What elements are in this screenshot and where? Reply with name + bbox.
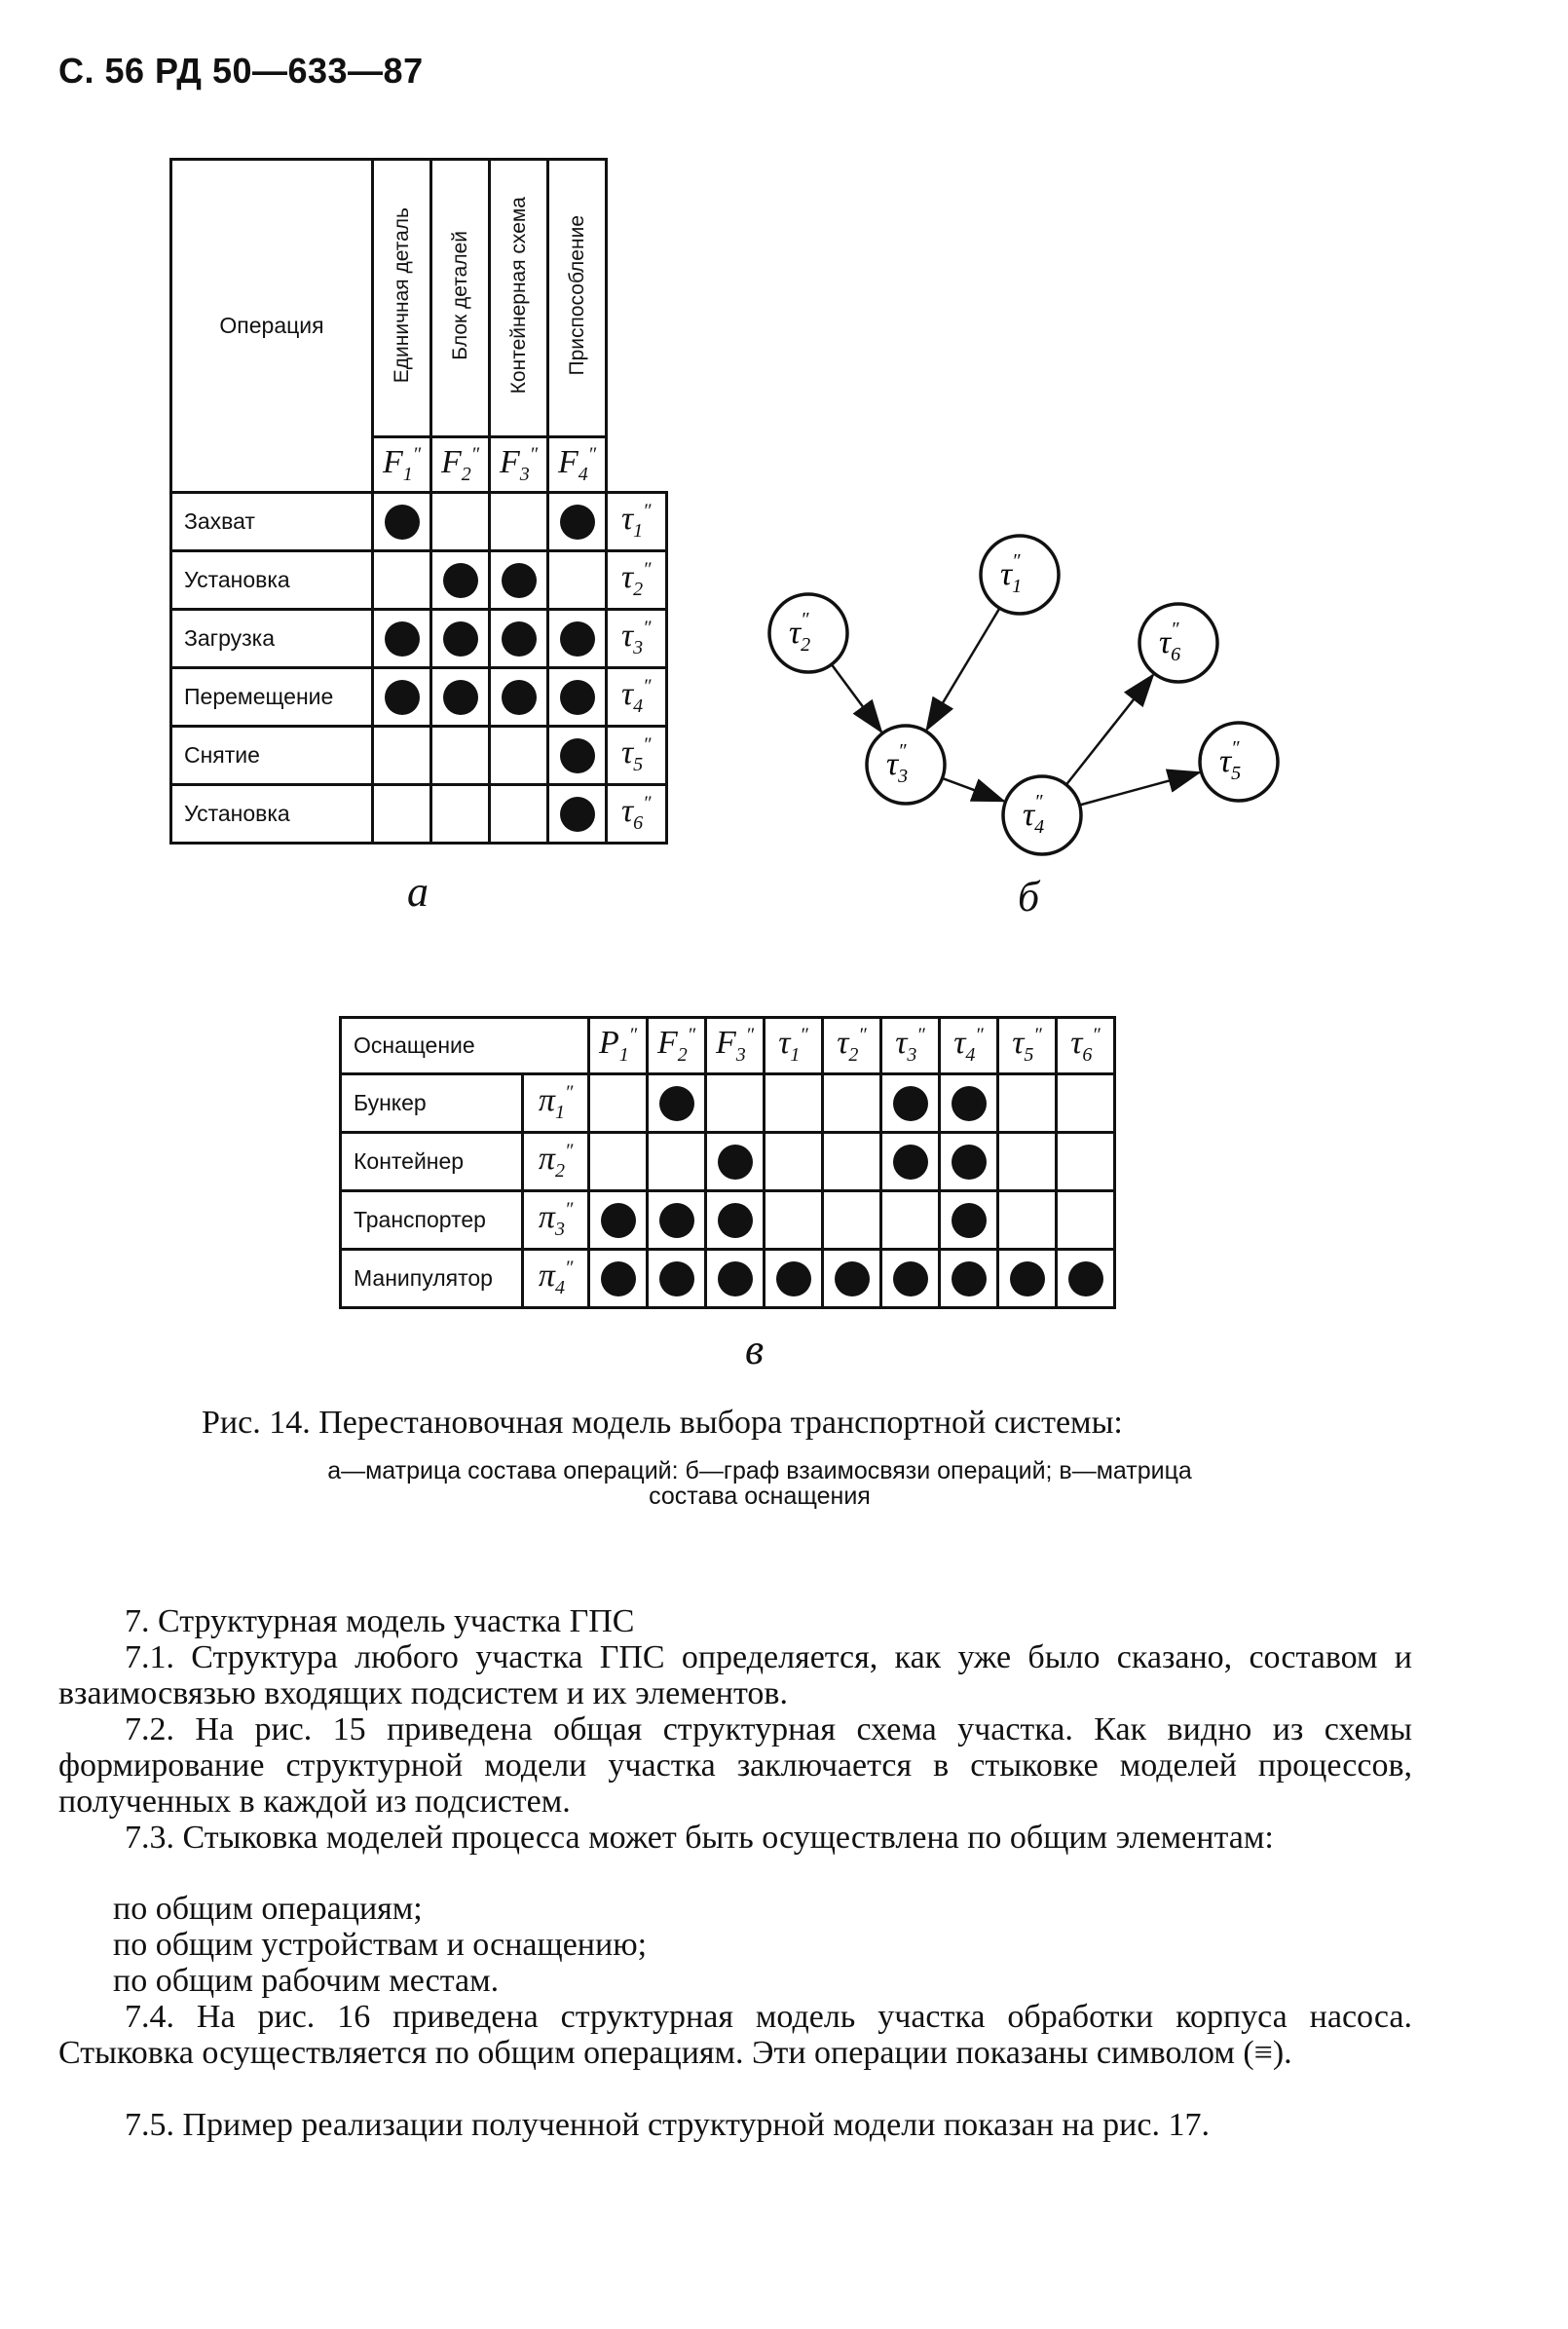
filled-dot xyxy=(952,1261,987,1296)
matrix-cell xyxy=(373,668,431,727)
row-symbol: $\tau_4''$ xyxy=(607,668,667,727)
matrix-c-row xyxy=(341,1250,1115,1308)
list-item-3: по общим рабочим местам. xyxy=(113,1963,500,1999)
filled-dot xyxy=(718,1261,753,1296)
matrix-c-col-header: $\tau_2''$ xyxy=(823,1018,881,1074)
filled-dot xyxy=(1068,1261,1103,1296)
filled-dot xyxy=(893,1145,928,1180)
matrix-cell xyxy=(765,1250,823,1308)
matrix-a-symbol: $F_4''$ xyxy=(548,437,607,493)
matrix-a-row xyxy=(171,727,667,785)
row-label: Снятие xyxy=(171,727,373,785)
matrix-a-row xyxy=(171,551,667,610)
matrix-cell xyxy=(490,668,548,727)
matrix-cell xyxy=(490,727,548,785)
graph-node xyxy=(769,594,847,672)
caption-c: в xyxy=(745,1326,765,1373)
column-label: Приспособление xyxy=(565,215,588,376)
section-heading: 7. Структурная модель участка ГПС xyxy=(125,1603,635,1639)
matrix-cell xyxy=(373,493,431,551)
matrix-cell xyxy=(823,1191,881,1250)
paragraph-7-2: 7.2. На рис. 15 приведена общая структурная схема участка. Как видно из схемы формирование структурной модели участка заключается в стыковке моделей процессов, полученных в каждой из подсистем. xyxy=(58,1711,1412,1820)
figure-subtitle-line1: а—матрица состава операций: б—граф взаимосвязи операций; в—матрица xyxy=(327,1457,1192,1484)
graph-node-label: $\tau_6''$ xyxy=(1159,619,1181,665)
page-header: С. 56 РД 50—633—87 xyxy=(58,51,424,91)
row-label: Транспортер xyxy=(341,1191,523,1250)
matrix-cell xyxy=(548,493,607,551)
matrix-cell xyxy=(940,1074,998,1133)
filled-dot xyxy=(952,1086,987,1121)
matrix-cell xyxy=(589,1250,648,1308)
filled-dot xyxy=(502,621,537,657)
matrix-cell xyxy=(940,1133,998,1191)
matrix-cell xyxy=(490,551,548,610)
matrix-cell xyxy=(490,785,548,844)
graph-node-label: $\tau_1''$ xyxy=(1000,550,1023,597)
matrix-cell xyxy=(589,1191,648,1250)
paragraph-7-1: 7.1. Структура любого участка ГПС определяется, как уже было сказано, составом и взаимосвязью входящих подсистем и их элементов. xyxy=(58,1639,1412,1711)
list-item-2: по общим устройствам и оснащению; xyxy=(113,1927,648,1963)
matrix-cell xyxy=(373,610,431,668)
filled-dot xyxy=(443,563,478,598)
graph-edge xyxy=(1080,772,1200,805)
matrix-a-row xyxy=(171,785,667,844)
matrix-cell xyxy=(1057,1074,1115,1133)
matrix-a-symbol: $F_3''$ xyxy=(490,437,548,493)
matrix-a-row xyxy=(171,610,667,668)
matrix-c-corner-label: Оснащение xyxy=(354,1033,475,1058)
caption-b: б xyxy=(1018,873,1040,920)
matrix-cell xyxy=(823,1133,881,1191)
filled-dot xyxy=(385,505,420,540)
matrix-cell xyxy=(648,1191,706,1250)
matrix-cell xyxy=(765,1074,823,1133)
filled-dot xyxy=(385,680,420,715)
matrix-cell xyxy=(881,1074,940,1133)
graph-node-label: $\tau_2''$ xyxy=(789,609,811,656)
matrix-cell xyxy=(1057,1250,1115,1308)
filled-dot xyxy=(560,505,595,540)
equipment-matrix xyxy=(339,1016,1116,1309)
filled-dot xyxy=(718,1203,753,1238)
caption-a: а xyxy=(407,868,429,916)
filled-dot xyxy=(560,680,595,715)
row-symbol: $\pi_1''$ xyxy=(523,1074,589,1133)
filled-dot xyxy=(893,1261,928,1296)
matrix-cell xyxy=(548,727,607,785)
figure-subtitle-line2: состава оснащения xyxy=(649,1483,871,1510)
row-symbol: $\pi_2''$ xyxy=(523,1133,589,1191)
matrix-cell xyxy=(548,610,607,668)
filled-dot xyxy=(718,1145,753,1180)
paragraph-7-5: 7.5. Пример реализации полученной структурной модели показан на рис. 17. xyxy=(125,2107,1210,2143)
matrix-cell xyxy=(881,1191,940,1250)
row-label: Установка xyxy=(171,785,373,844)
matrix-c-col-header: $P_1''$ xyxy=(589,1018,648,1074)
graph-node-label: $\tau_3''$ xyxy=(886,740,909,787)
matrix-cell xyxy=(706,1133,765,1191)
graph-node-label: $\tau_4''$ xyxy=(1023,791,1045,838)
filled-dot xyxy=(659,1203,694,1238)
matrix-a-corner-label: Операция xyxy=(219,313,324,338)
paragraph-7-4: 7.4. На рис. 16 приведена структурная модель участка обработки корпуса насоса. Стыковка осуществляется по общим операциям. Эти операции показаны символом (≡). xyxy=(58,1999,1412,2071)
matrix-c-corner xyxy=(341,1018,589,1074)
row-symbol: $\tau_6''$ xyxy=(607,785,667,844)
matrix-cell xyxy=(881,1250,940,1308)
matrix-c-col-header: $F_2''$ xyxy=(648,1018,706,1074)
matrix-cell xyxy=(998,1133,1057,1191)
matrix-cell xyxy=(431,727,490,785)
matrix-c-col-header: $\tau_6''$ xyxy=(1057,1018,1115,1074)
matrix-c-col-header: $\tau_4''$ xyxy=(940,1018,998,1074)
matrix-c-row xyxy=(341,1191,1115,1250)
filled-dot xyxy=(385,621,420,657)
filled-dot xyxy=(952,1145,987,1180)
matrix-cell xyxy=(881,1133,940,1191)
matrix-cell xyxy=(648,1074,706,1133)
graph-node xyxy=(1003,776,1081,854)
row-label: Установка xyxy=(171,551,373,610)
matrix-cell xyxy=(548,551,607,610)
paragraph-7-3: 7.3. Стыковка моделей процесса может быть осуществлена по общим элементам: xyxy=(125,1820,1274,1856)
matrix-c-row xyxy=(341,1133,1115,1191)
filled-dot xyxy=(443,621,478,657)
matrix-cell xyxy=(1057,1191,1115,1250)
matrix-a-row xyxy=(171,668,667,727)
matrix-c-row xyxy=(341,1074,1115,1133)
graph-node xyxy=(867,726,945,804)
row-label: Загрузка xyxy=(171,610,373,668)
matrix-a-row xyxy=(171,493,667,551)
graph-node-label: $\tau_5''$ xyxy=(1219,737,1242,784)
matrix-cell xyxy=(548,785,607,844)
matrix-cell xyxy=(765,1133,823,1191)
matrix-cell xyxy=(490,493,548,551)
matrix-cell xyxy=(373,551,431,610)
matrix-c-col-header: $\tau_1''$ xyxy=(765,1018,823,1074)
matrix-cell xyxy=(490,610,548,668)
matrix-cell xyxy=(548,668,607,727)
filled-dot xyxy=(659,1086,694,1121)
operation-matrix xyxy=(169,158,668,845)
matrix-cell xyxy=(431,610,490,668)
filled-dot xyxy=(443,680,478,715)
matrix-cell xyxy=(373,785,431,844)
row-symbol: $\tau_1''$ xyxy=(607,493,667,551)
matrix-a-col-header xyxy=(548,160,607,437)
filled-dot xyxy=(560,738,595,773)
matrix-cell xyxy=(765,1191,823,1250)
row-symbol: $\tau_3''$ xyxy=(607,610,667,668)
row-label: Захват xyxy=(171,493,373,551)
row-symbol: $\tau_2''$ xyxy=(607,551,667,610)
matrix-cell xyxy=(998,1250,1057,1308)
graph-node xyxy=(1139,604,1217,682)
graph-edge xyxy=(832,664,881,732)
matrix-cell xyxy=(648,1133,706,1191)
matrix-c-col-header: $\tau_5''$ xyxy=(998,1018,1057,1074)
column-label: Единичная деталь xyxy=(390,207,413,384)
row-symbol: $\pi_4''$ xyxy=(523,1250,589,1308)
matrix-cell xyxy=(940,1250,998,1308)
filled-dot xyxy=(659,1261,694,1296)
graph-node xyxy=(1200,723,1278,801)
filled-dot xyxy=(952,1203,987,1238)
filled-dot xyxy=(1010,1261,1045,1296)
graph-edge xyxy=(927,608,1000,730)
column-label: Контейнерная схема xyxy=(506,197,530,394)
matrix-cell xyxy=(589,1133,648,1191)
matrix-a-symbol: $F_1''$ xyxy=(373,437,431,493)
filled-dot xyxy=(502,563,537,598)
matrix-a-col-header xyxy=(431,160,490,437)
filled-dot xyxy=(776,1261,811,1296)
matrix-cell xyxy=(431,785,490,844)
matrix-a-col-header xyxy=(490,160,548,437)
matrix-cell xyxy=(998,1074,1057,1133)
matrix-cell xyxy=(706,1191,765,1250)
matrix-cell xyxy=(823,1250,881,1308)
filled-dot xyxy=(502,680,537,715)
filled-dot xyxy=(835,1261,870,1296)
filled-dot xyxy=(601,1261,636,1296)
matrix-a-corner xyxy=(171,160,373,493)
matrix-cell xyxy=(940,1191,998,1250)
matrix-cell xyxy=(431,668,490,727)
filled-dot xyxy=(893,1086,928,1121)
matrix-cell xyxy=(431,551,490,610)
column-label: Блок деталей xyxy=(448,231,471,360)
matrix-cell xyxy=(706,1074,765,1133)
operation-graph xyxy=(750,516,1305,867)
matrix-a-col-header xyxy=(373,160,431,437)
matrix-cell xyxy=(823,1074,881,1133)
matrix-c-col-header: $F_3''$ xyxy=(706,1018,765,1074)
filled-dot xyxy=(560,621,595,657)
row-label: Контейнер xyxy=(341,1133,523,1191)
graph-node xyxy=(981,536,1059,614)
matrix-c-col-header: $\tau_3''$ xyxy=(881,1018,940,1074)
row-symbol: $\tau_5''$ xyxy=(607,727,667,785)
matrix-cell xyxy=(648,1250,706,1308)
matrix-cell xyxy=(589,1074,648,1133)
graph-edge xyxy=(942,778,1003,801)
filled-dot xyxy=(601,1203,636,1238)
matrix-cell xyxy=(1057,1133,1115,1191)
matrix-a-symbol: $F_2''$ xyxy=(431,437,490,493)
matrix-cell xyxy=(431,493,490,551)
graph-edge xyxy=(1066,675,1153,785)
row-label: Манипулятор xyxy=(341,1250,523,1308)
matrix-cell xyxy=(998,1191,1057,1250)
row-symbol: $\pi_3''$ xyxy=(523,1191,589,1250)
row-label: Перемещение xyxy=(171,668,373,727)
row-label: Бункер xyxy=(341,1074,523,1133)
list-item-1: по общим операциям; xyxy=(113,1891,423,1927)
figure-title: Рис. 14. Перестановочная модель выбора транспортной системы: xyxy=(202,1405,1123,1441)
matrix-cell xyxy=(706,1250,765,1308)
filled-dot xyxy=(560,797,595,832)
matrix-cell xyxy=(373,727,431,785)
